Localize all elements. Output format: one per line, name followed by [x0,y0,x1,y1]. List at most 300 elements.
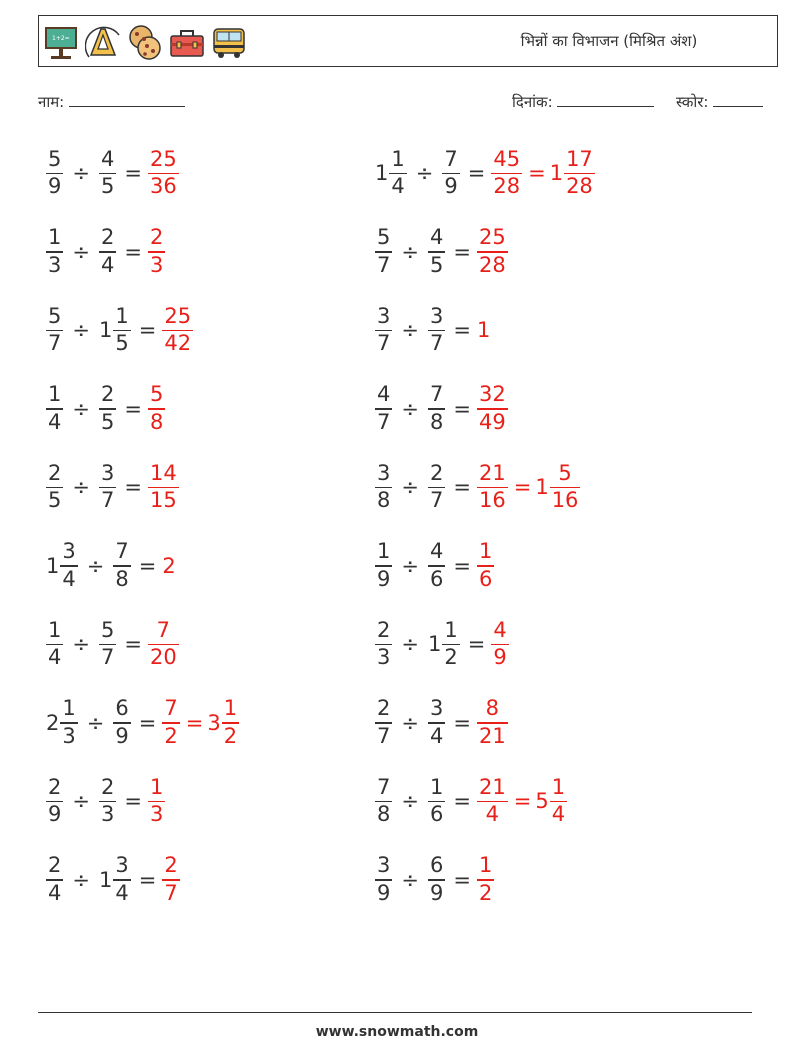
worksheet-title: भिन्नों का विभाजन (मिश्रित अंश) [520,32,698,50]
denominator: 8 [377,802,391,827]
numerator: 14 [149,460,177,485]
denominator: 15 [149,488,177,513]
mixed-number [148,227,165,276]
denominator: 28 [493,174,521,199]
score-field [676,92,763,112]
numerator: 1 [223,696,238,721]
numerator: 5 [48,303,62,328]
numerator: 2 [149,225,164,250]
fraction [550,460,581,513]
mixed-number [428,541,445,590]
divide-sign: ÷ [72,239,90,264]
mixed-number [46,774,63,827]
denominator: 6 [478,566,493,591]
equals-sign: = [124,789,142,813]
denominator: 28 [478,252,506,277]
numerator: 2 [48,460,62,485]
fraction [46,460,63,513]
denominator: 4 [100,252,115,277]
name-field [38,92,185,112]
problem-7 [46,379,165,439]
problem-19 [46,850,180,910]
mixed-number [46,617,63,670]
numerator: 2 [100,774,115,799]
denominator: 7 [48,331,62,356]
fraction [113,855,130,904]
numerator: 1 [62,696,76,721]
numerator: 2 [429,460,444,485]
mixed-number [113,698,130,747]
mixed-number [477,774,508,827]
mixed-number [442,146,459,199]
mixed-number [375,617,392,670]
mixed-number [46,855,63,904]
denominator: 5 [100,174,115,199]
problem-5 [46,300,193,360]
denominator: 2 [478,880,493,905]
name-blank[interactable] [69,92,185,107]
numerator: 32 [478,382,506,407]
problem-4 [375,222,508,282]
fraction [222,698,239,747]
whole-part: 1 [549,161,564,185]
cookies-icon [127,23,163,61]
mixed-number [375,698,392,747]
fraction [428,774,445,827]
worksheet-header [38,15,778,67]
denominator: 7 [377,331,391,356]
fraction [428,541,445,590]
mixed-number [148,774,165,827]
fraction [46,384,63,433]
fraction [375,774,392,827]
fraction [148,227,165,276]
denominator: 3 [149,802,164,827]
numerator: 1 [377,539,391,564]
answer [162,303,193,356]
mixed-number [99,460,116,513]
denominator: 4 [62,566,76,591]
answer [148,774,165,827]
mixed-number [46,303,63,356]
fraction [99,146,116,199]
name-label: नाम: [38,93,65,111]
fraction [46,146,63,199]
mixed-number [375,303,392,356]
answer [162,698,239,747]
fraction [375,617,392,670]
divide-sign: ÷ [401,239,419,264]
fraction [564,146,595,199]
fraction [113,303,130,356]
denominator: 9 [48,802,62,827]
denominator: 5 [429,252,444,277]
equals-sign: = [453,396,471,421]
problem-12 [375,536,494,596]
mixed-number [477,318,491,342]
numerator: 45 [493,146,521,171]
mixed-number [428,460,445,513]
answer-equals-sign: = [528,161,546,185]
fraction [99,227,116,276]
denominator: 7 [100,488,115,513]
answer [477,384,508,433]
answer [477,698,508,747]
date-field [512,92,654,112]
mixed-number [162,698,179,747]
divide-sign: ÷ [401,553,419,578]
numerator: 21 [478,774,506,799]
numerator: 5 [149,382,164,407]
answer [477,318,491,342]
fraction [148,617,179,670]
mixed-number [428,384,445,433]
fraction [46,617,63,670]
fraction [477,384,508,433]
fraction [477,541,494,590]
mixed-number [99,774,116,827]
mixed-number [535,460,580,513]
numerator: 1 [391,146,405,171]
mixed-number [99,617,116,670]
numerator: 25 [478,225,506,250]
fraction [113,541,130,590]
numerator: 2 [48,853,62,878]
answer-equals-sign: = [185,710,204,735]
numerator: 3 [377,853,391,878]
fraction [375,460,392,513]
numerator: 2 [48,774,62,799]
answer [477,855,494,904]
denominator: 6 [429,566,444,591]
mixed-number [477,855,494,904]
whole-part: 5 [535,789,549,813]
fraction [428,855,445,904]
numerator: 1 [48,225,62,250]
numerator: 4 [493,617,507,642]
answer [148,227,165,276]
fraction [428,460,445,513]
denominator: 7 [100,645,115,670]
fraction [428,303,445,356]
mixed-number [46,541,78,590]
mixed-number [148,384,165,433]
numerator: 3 [115,853,129,878]
equals-sign: = [124,632,142,656]
numerator: 17 [566,146,593,171]
whole-part: 1 [476,318,491,342]
score-label: स्कोर: [676,93,709,111]
mixed-number [99,855,131,904]
denominator: 3 [377,645,391,670]
fraction [477,698,508,747]
numerator: 21 [478,460,506,485]
denominator: 8 [115,566,129,591]
equals-sign: = [453,789,471,813]
fraction [442,146,459,199]
denominator: 9 [493,645,507,670]
mixed-number [428,227,445,276]
equals-sign: = [453,239,471,264]
divide-sign: ÷ [401,396,419,421]
problem-3 [46,222,165,282]
mixed-number [477,227,508,276]
whole-part: 1 [98,867,113,892]
fraction [428,384,445,433]
fraction [375,698,392,747]
answer [477,227,508,276]
problem-2 [375,143,595,203]
mixed-number [428,303,445,356]
mixed-number [113,541,130,590]
mixed-number [99,146,116,199]
numerator: 2 [164,853,178,878]
denominator: 21 [478,723,506,748]
mixed-number [428,774,445,827]
divide-sign: ÷ [401,789,419,813]
numerator: 7 [115,539,129,564]
answer [477,774,567,827]
whole-part: 1 [98,318,113,342]
fraction [428,227,445,276]
school-bus-icon [211,23,247,61]
numerator: 6 [429,853,444,878]
denominator: 3 [100,802,115,827]
mixed-number [549,146,595,199]
fraction [46,855,63,904]
mixed-number [46,384,63,433]
answer [477,541,494,590]
denominator: 7 [429,331,444,356]
denominator: 3 [62,723,76,748]
divide-sign: ÷ [401,475,419,499]
denominator: 4 [485,802,500,827]
numerator: 6 [115,696,129,721]
problem-11 [46,536,177,596]
fraction [148,384,165,433]
equals-sign: = [453,867,471,892]
numerator: 1 [48,382,62,407]
equals-sign: = [138,867,157,892]
fraction [442,617,459,670]
answer [148,146,179,199]
numerator: 7 [377,774,391,799]
fraction [491,146,522,199]
denominator: 5 [48,488,62,513]
answer [491,617,508,670]
mixed-number [491,617,508,670]
denominator: 16 [478,488,506,513]
numerator: 1 [115,303,129,328]
problem-16 [375,693,508,753]
fraction [477,774,508,827]
answer-equals-sign: = [513,789,532,813]
date-blank[interactable] [557,92,654,107]
fraction [375,855,392,904]
denominator: 36 [149,174,177,199]
mixed-number [99,227,116,276]
denominator: 9 [429,880,444,905]
numerator: 4 [377,382,391,407]
date-label: दिनांक: [512,93,553,111]
mixed-number [207,698,239,747]
numerator: 5 [100,617,115,642]
divide-sign: ÷ [86,553,105,578]
mixed-number [375,774,392,827]
score-blank[interactable] [713,92,763,107]
numerator: 2 [377,617,391,642]
denominator: 9 [444,174,458,199]
mixed-number [477,698,508,747]
mixed-number [98,303,131,356]
fraction [375,227,392,276]
footer-divider [38,1012,752,1013]
equals-sign: = [467,632,486,656]
numerator: 3 [429,303,444,328]
divide-sign: ÷ [72,161,90,185]
divide-sign: ÷ [72,789,90,813]
denominator: 2 [223,723,238,748]
problem-8 [375,379,508,439]
divide-sign: ÷ [401,318,419,342]
mixed-number [427,617,460,670]
answer [162,855,179,904]
fraction [46,774,63,827]
denominator: 9 [377,880,391,905]
numerator: 5 [377,225,391,250]
whole-part: 1 [427,632,442,656]
denominator: 3 [48,252,62,277]
numerator: 5 [48,146,62,171]
answer [162,554,176,578]
numerator: 25 [164,303,192,328]
answer [148,460,179,513]
mixed-number [375,384,392,433]
whole-part: 2 [46,710,60,735]
mixed-number [375,460,392,513]
numerator: 1 [149,774,164,799]
problem-13 [46,614,179,674]
fraction [60,541,77,590]
denominator: 28 [566,174,593,199]
divide-sign: ÷ [401,710,419,735]
mixed-number [375,541,392,590]
divide-sign: ÷ [72,867,90,892]
divide-sign: ÷ [72,475,90,499]
answer [148,384,165,433]
mixed-number [375,855,392,904]
numerator: 2 [100,225,115,250]
numerator: 1 [478,853,493,878]
denominator: 5 [115,331,129,356]
mixed-number [148,617,179,670]
mixed-number [162,855,179,904]
divide-sign: ÷ [72,632,90,656]
denominator: 8 [149,409,164,434]
mixed-number [162,554,176,578]
numerator: 5 [558,460,572,485]
equals-sign: = [453,553,471,578]
fraction [550,774,567,827]
briefcase-icon [169,23,205,61]
fraction [60,698,77,747]
fraction [99,384,116,433]
numerator: 3 [377,303,391,328]
denominator: 49 [478,409,506,434]
divide-sign: ÷ [72,318,90,342]
equals-sign: = [138,710,157,735]
whole-part: 1 [535,475,549,499]
numerator: 1 [444,617,458,642]
denominator: 3 [149,252,164,277]
numerator: 1 [429,774,444,799]
fraction [477,855,494,904]
answer [477,460,580,513]
mixed-number [148,460,179,513]
problem-20 [375,850,494,910]
equals-sign: = [124,396,142,421]
answer [491,146,594,199]
equals-sign: = [124,475,142,499]
denominator: 4 [48,409,62,434]
denominator: 7 [164,880,178,905]
denominator: 4 [48,880,62,905]
problem-9 [46,457,179,517]
denominator: 4 [115,880,129,905]
mixed-number [375,146,407,199]
numerator: 3 [100,460,115,485]
denominator: 9 [48,174,62,199]
problem-18 [375,771,567,831]
denominator: 4 [429,723,444,748]
denominator: 4 [391,174,405,199]
footer-url: www.snowmath.com [315,1024,479,1040]
denominator: 9 [115,723,129,748]
numerator: 4 [429,225,444,250]
denominator: 8 [429,409,444,434]
fraction [46,303,63,356]
mixed-number [428,855,445,904]
fraction [148,460,179,513]
divide-sign: ÷ [72,396,90,421]
fraction [162,698,179,747]
header-icons [43,21,247,63]
numerator: 4 [429,539,444,564]
denominator: 2 [444,645,458,670]
denominator: 7 [377,252,391,277]
mixed-number [46,227,63,276]
numerator: 7 [156,617,171,642]
divide-sign: ÷ [86,710,105,735]
denominator: 16 [551,488,579,513]
mixed-number [99,384,116,433]
fraction [375,384,392,433]
mixed-number [491,146,522,199]
fraction [477,460,508,513]
answer [148,617,179,670]
numerator: 8 [485,696,500,721]
mixed-number [477,384,508,433]
equals-sign: = [124,161,142,185]
fraction [428,698,445,747]
numerator: 1 [48,617,62,642]
fraction [375,541,392,590]
problem-15 [46,693,239,753]
mixed-number [535,774,567,827]
fraction [375,303,392,356]
fraction [148,774,165,827]
denominator: 7 [377,409,391,434]
